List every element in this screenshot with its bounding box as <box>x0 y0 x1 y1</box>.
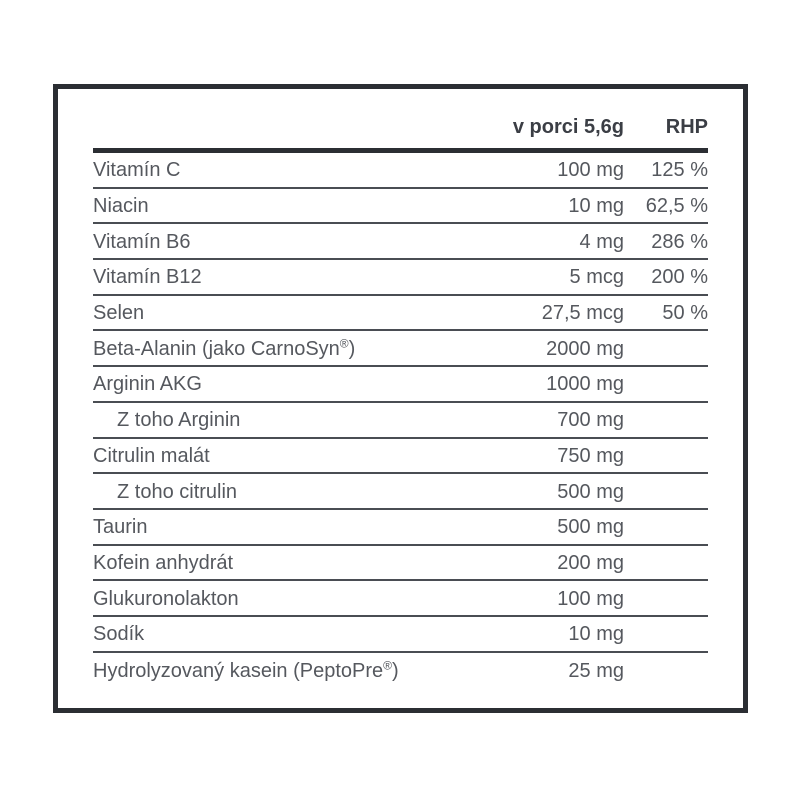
ingredient-name: Beta-Alanin (jako CarnoSyn®) <box>93 337 356 360</box>
registered-trademark-symbol: ® <box>339 337 349 351</box>
amount-per-serving: 100 mg <box>557 587 624 610</box>
table-row <box>93 546 708 582</box>
amount-per-serving: 25 mg <box>568 659 624 682</box>
table-row <box>93 296 708 332</box>
amount-per-serving: 27,5 mcg <box>541 302 624 325</box>
ingredient-name: Kofein anhydrát <box>93 551 234 574</box>
table-row <box>93 653 708 689</box>
rhp-percent: 125 % <box>651 159 708 182</box>
amount-per-serving: 10 mg <box>568 195 624 218</box>
amount-per-serving: 200 mg <box>557 551 624 574</box>
ingredient-name: Vitamín B12 <box>93 266 202 289</box>
table-row <box>93 439 708 475</box>
header-rhp-column: RHP <box>665 116 708 138</box>
table-row <box>93 403 708 439</box>
ingredient-name: Selen <box>93 302 145 325</box>
ingredient-name: Niacin <box>93 195 149 218</box>
ingredient-name: Sodík <box>93 623 145 646</box>
nutrition-facts-panel <box>53 84 748 713</box>
table-row <box>93 617 708 653</box>
amount-per-serving: 500 mg <box>557 480 624 503</box>
table-row <box>93 510 708 546</box>
table-row <box>93 153 708 189</box>
amount-per-serving: 750 mg <box>557 444 624 467</box>
header-serving-column: v porci 5,6g <box>512 116 624 138</box>
amount-per-serving: 4 mg <box>579 230 624 253</box>
amount-per-serving: 10 mg <box>568 623 624 646</box>
table-row <box>93 260 708 296</box>
ingredient-name: Vitamín B6 <box>93 230 191 253</box>
rhp-percent: 286 % <box>651 230 708 253</box>
ingredient-name: Vitamín C <box>93 159 181 182</box>
ingredient-name: Z toho Arginin <box>117 409 241 432</box>
rhp-percent: 200 % <box>651 266 708 289</box>
amount-per-serving: 5 mcg <box>569 266 624 289</box>
ingredient-name: Glukuronolakton <box>93 587 239 610</box>
ingredient-name: Hydrolyzovaný kasein (PeptoPre®) <box>93 659 399 682</box>
table-row <box>93 189 708 225</box>
amount-per-serving: 2000 mg <box>546 337 624 360</box>
table-row <box>93 474 708 510</box>
table-body <box>93 153 708 688</box>
amount-per-serving: 500 mg <box>557 516 624 539</box>
table-header-row <box>93 89 708 153</box>
table-row <box>93 367 708 403</box>
registered-trademark-symbol: ® <box>383 659 392 673</box>
amount-per-serving: 100 mg <box>557 159 624 182</box>
ingredient-name: Taurin <box>93 516 148 539</box>
table-row <box>93 581 708 617</box>
rhp-percent: 62,5 % <box>645 195 708 218</box>
table-row <box>93 224 708 260</box>
table-row <box>93 331 708 367</box>
ingredient-name: Z toho citrulin <box>117 480 238 503</box>
ingredient-name: Citrulin malát <box>93 444 210 467</box>
ingredient-name: Arginin AKG <box>93 373 202 396</box>
amount-per-serving: 1000 mg <box>546 373 624 396</box>
amount-per-serving: 700 mg <box>557 409 624 432</box>
rhp-percent: 50 % <box>662 302 708 325</box>
